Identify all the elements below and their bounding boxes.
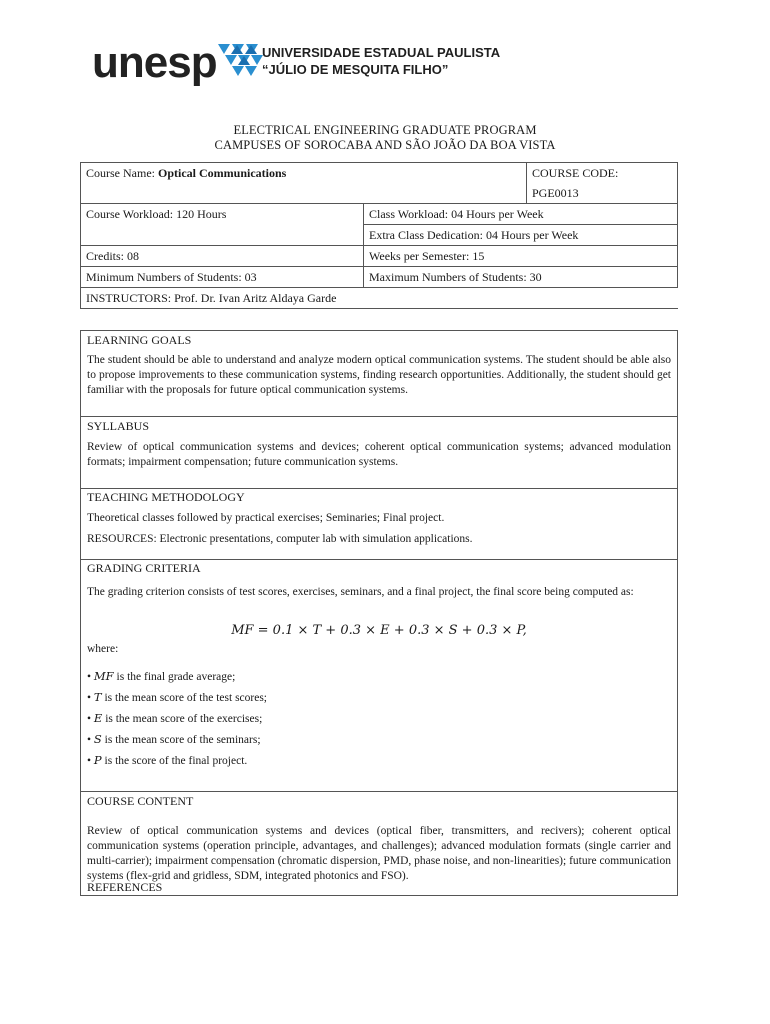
extra-class-dedication: Extra Class Dedication: 04 Hours per Week [364,225,678,246]
course-workload: Course Workload: 120 Hours [81,204,364,246]
course-name-label: Course Name: [86,166,158,180]
course-name-cell [81,163,527,204]
bullet-symbol: P [93,753,102,767]
course-code-value: PGE0013 [527,183,678,204]
program-title: ELECTRICAL ENGINEERING GRADUATE PROGRAM [233,123,537,137]
syllabus-text: Review of optical communication systems and devices; coherent optical communication systems; advanced modulation formats; impairment compensation; future communication systems. [87,441,671,468]
credits: Credits: 08 [81,246,364,267]
course-code-label: COURSE CODE: [527,163,678,184]
bullet-t: • T is the mean score of the test scores; [87,690,267,704]
university-name-line1: UNIVERSIDADE ESTADUAL PAULISTA [262,45,501,60]
grading-section [81,560,677,792]
learning-goals-title: LEARNING GOALS [87,333,192,347]
bullet-p: • P is the score of the final project. [87,753,248,767]
syllabus-title: SYLLABUS [87,419,150,433]
min-students: Minimum Numbers of Students: 03 [81,267,364,288]
syllabus-section [81,417,677,489]
university-name [262,44,500,78]
course-content-title: COURSE CONTENT [87,794,194,808]
learning-goals-section [81,331,677,417]
course-details-box [80,330,678,896]
bullet-symbol: E [93,711,103,725]
bullet-symbol: S [93,732,102,746]
learning-goals-text: The student should be able to understand and analyze modern optical communication systems. The student should be able also to propose improvements to these communication systems, finding research opportunities. Additionally, the student should get familiar with the proposals for future optical communication systems. [87,354,671,396]
course-content-section [81,792,677,895]
grading-title: GRADING CRITERIA [87,561,201,575]
instructors: INSTRUCTORS: Prof. Dr. Ivan Aritz Aldaya Garde [81,288,678,309]
bullet-mf: • MF is the final grade average; [87,669,236,683]
logo-wordmark: unesp [92,38,217,87]
bullet-e: • E is the mean score of the exercises; [87,711,263,725]
bullet-desc: is the final grade average; [113,671,236,683]
grading-formula: MF = 0.1 × T + 0.3 × E + 0.3 × S + 0.3 × P, [231,623,527,638]
program-header [0,123,770,153]
bullet-symbol: MF [93,669,114,683]
course-content-text: Review of optical communication systems and devices (optical fiber, transmitters, and recivers); coherent optical communication systems (operation principle, advantages, and challenges); advanced modulation formats (single carrier and multi-carrier); impairment compensation (chromatic dispersion, PMD, phase noise, and non-linearities); future communication systems (flex-grid and gridless, SDM, integrated photonics and FSO). [87,825,671,882]
methodology-title: TEACHING METHODOLOGY [87,490,245,504]
bullet-desc: is the mean score of the exercises; [102,713,263,725]
campus-title: CAMPUSES OF SOROCABA AND SÃO JOÃO DA BOA VISTA [214,138,556,152]
where-label: where: [87,643,119,655]
references-title: REFERENCES [87,880,163,894]
methodology-section [81,489,677,560]
course-info-table [80,162,678,309]
max-students: Maximum Numbers of Students: 30 [364,267,678,288]
bullet-desc: is the score of the final project. [101,755,248,767]
bullet-symbol: T [93,690,102,704]
class-workload: Class Workload: 04 Hours per Week [364,204,678,225]
bullet-desc: is the mean score of the test scores; [101,692,267,704]
methodology-text: Theoretical classes followed by practical exercises; Seminaries; Final project. [87,512,445,524]
grading-text: The grading criterion consists of test scores, exercises, seminars, and a final project, the final score being computed as: [87,586,634,598]
bullet-desc: is the mean score of the seminars; [101,734,261,746]
resources-text: RESOURCES: Electronic presentations, computer lab with simulation applications. [87,533,473,545]
course-name-value: Optical Communications [157,166,287,180]
university-name-line2: “JÚLIO DE MESQUITA FILHO” [262,62,449,77]
weeks-per-semester: Weeks per Semester: 15 [364,246,678,267]
bullet-s: • S is the mean score of the seminars; [87,732,261,746]
